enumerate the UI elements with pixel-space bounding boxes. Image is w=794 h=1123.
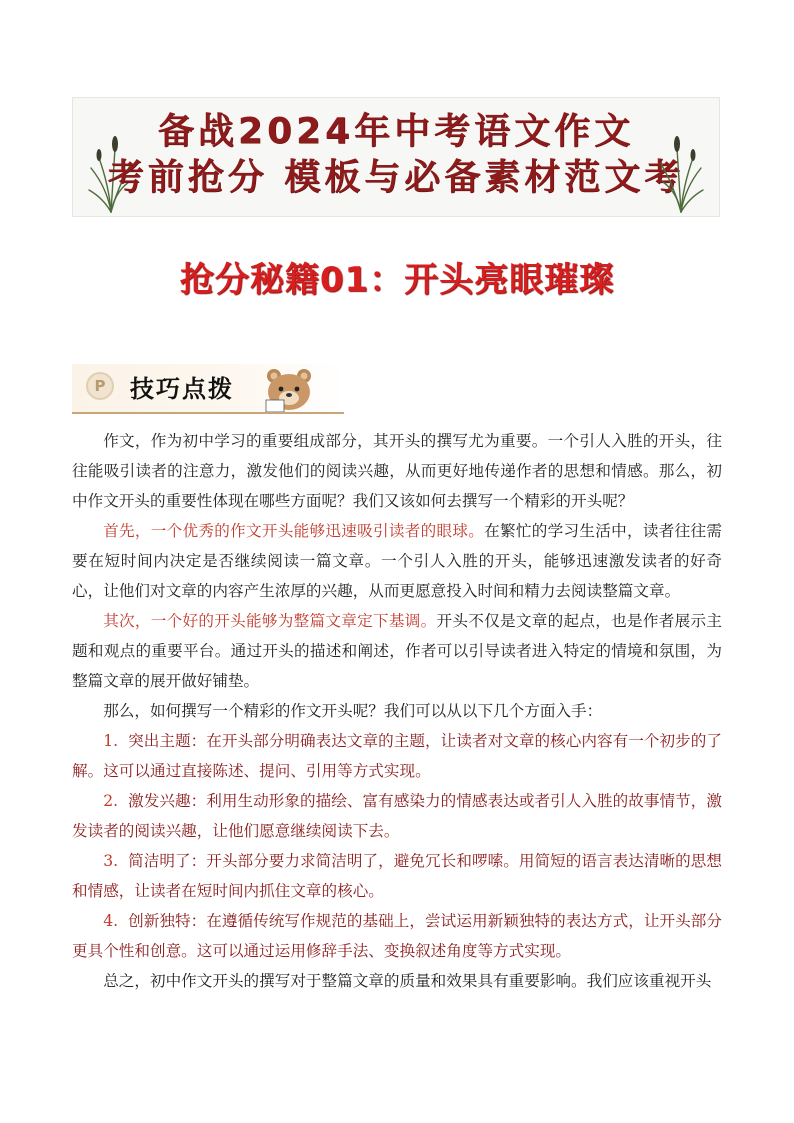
- list-number: 2.: [103, 792, 119, 810]
- header-banner: [72, 97, 720, 217]
- section-label: 技巧点拨: [130, 375, 234, 403]
- page-title: 抢分秘籍01：开头亮眼璀璨: [179, 260, 615, 300]
- list-text: 激发兴趣：利用生动形象的描绘、富有感染力的情感表达或者引人入胜的故事情节，激发读者的阅读兴趣，让他们愿意继续阅读下去。: [72, 792, 722, 840]
- article-body: [72, 426, 722, 996]
- list-text: 突出主题：在开头部分明确表达文章的主题，让读者对文章的核心内容有一个初步的了解。这可以通过直接陈述、提问、引用等方式实现。: [72, 732, 722, 780]
- body-text: 开头不仅是文章的起点，也是作者展示主题和观点的重要平台。通过开头的描述和阐述，作者可以引导读者进入特定的情境和氛围，为整篇文章的展开做好铺垫。: [72, 612, 722, 690]
- paragraph-second-point: [72, 606, 722, 696]
- banner-line-1: 备战2024年中考语文作文: [157, 111, 635, 152]
- paragraph-conclusion: 总之，初中作文开头的撰写对于整篇文章的质量和效果具有重要影响。我们应该重视开头: [103, 972, 712, 990]
- highlight-text: 其次，一个好的开头能够为整篇文章定下基调。: [103, 612, 437, 630]
- paragraph-intro: 作文，作为初中学习的重要组成部分，其开头的撰写尤为重要。一个引人入胜的开头，往往能吸引读者的注意力，激发他们的阅读兴趣，从而更好地传递作者的思想和情感。那么，初中作文开头的重要性体现在哪些方面呢？我们又该如何去撰写一个精彩的开头呢？: [72, 432, 722, 510]
- list-item-4: [72, 906, 722, 966]
- body-text: 在繁忙的学习生活中，读者往往需要在短时间内决定是否继续阅读一篇文章。一个引人入胜的开头，能够迅速激发读者的好奇心，让他们对文章的内容产生浓厚的兴趣，从而更愿意投入时间和精力去阅读整篇文章。: [72, 522, 722, 600]
- paragraph-first-point: [72, 516, 722, 606]
- list-item-3: [72, 846, 722, 906]
- list-text: 创新独特：在遵循传统写作规范的基础上，尝试运用新颖独特的表达方式，让开头部分更具个性和创意。这可以通过运用修辞手法、变换叙述角度等方式实现。: [72, 912, 722, 960]
- highlight-text: 首先，一个优秀的作文开头能够迅速吸引读者的眼球。: [103, 522, 485, 540]
- banner-line-2: 考前抢分 模板与必备素材范文考: [107, 157, 685, 198]
- bear-mascot-icon: [260, 366, 318, 412]
- grass-plant-icon: [655, 128, 707, 214]
- section-header: [72, 364, 344, 414]
- list-item-1: [72, 726, 722, 786]
- list-text: 简洁明了：开头部分要力求简洁明了，避免冗长和啰嗦。用简短的语言表达清晰的思想和情感，让读者在短时间内抓住文章的核心。: [72, 852, 722, 900]
- list-number: 4.: [103, 912, 119, 930]
- list-number: 1.: [103, 732, 119, 750]
- p-badge-icon: P: [86, 372, 114, 400]
- paragraph-transition: 那么，如何撰写一个精彩的作文开头呢？我们可以从以下几个方面入手：: [103, 702, 603, 720]
- list-number: 3.: [103, 852, 119, 870]
- list-item-2: [72, 786, 722, 846]
